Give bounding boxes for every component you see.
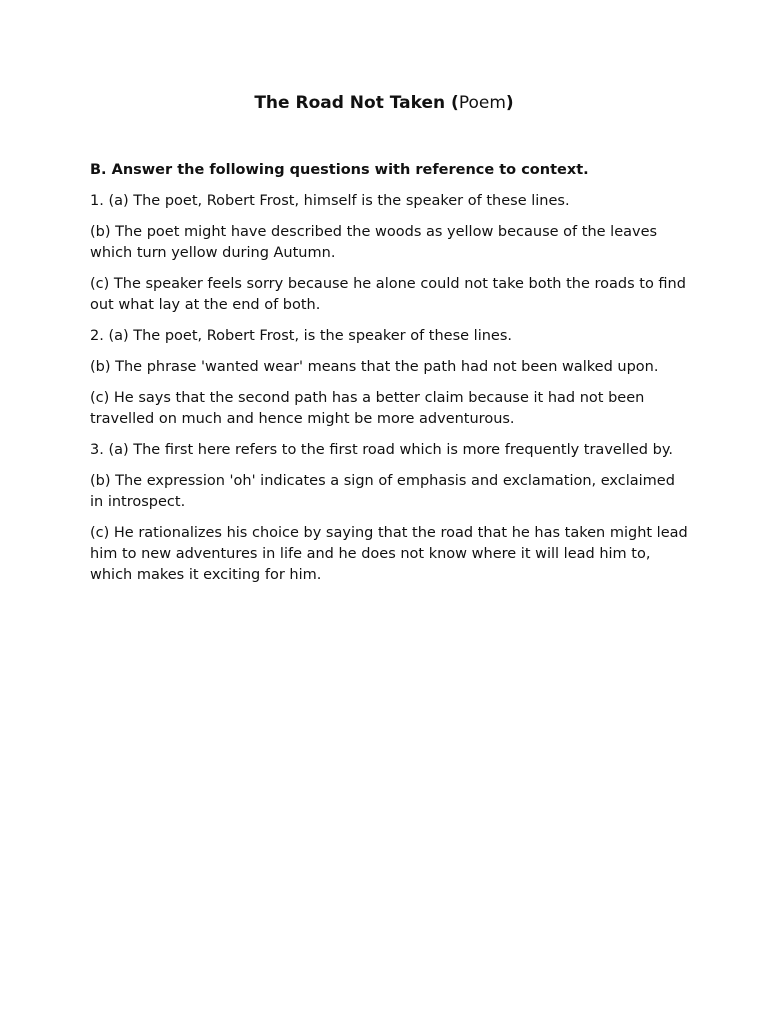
title-main: The Road Not Taken ( <box>254 93 459 113</box>
answer-3c: (c) He rationalizes his choice by saying that the road that he has taken might lead him to new adventures in life and he does not know where it will lead him to, which makes it exciting for him. <box>90 525 688 583</box>
answer-1c: (c) The speaker feels sorry because he alone could not take both the roads to find out what lay at the end of both. <box>90 276 686 313</box>
section-heading: B. Answer the following questions with reference to context. <box>90 162 589 178</box>
answer-1b: (b) The poet might have described the woods as yellow because of the leaves which turn yellow during Autumn. <box>90 224 658 261</box>
answer-2b: (b) The phrase 'wanted wear' means that the path had not been walked upon. <box>90 359 659 375</box>
answer-2a: 2. (a) The poet, Robert Frost, is the speaker of these lines. <box>90 328 512 344</box>
answer-3b: (b) The expression 'oh' indicates a sign of emphasis and exclamation, exclaimed in introspect. <box>90 473 675 510</box>
title-close: ) <box>505 93 514 113</box>
answer-3a: 3. (a) The first here refers to the first road which is more frequently travelled by. <box>90 442 673 458</box>
answer-1a: 1. (a) The poet, Robert Frost, himself is the speaker of these lines. <box>90 193 570 209</box>
title-sub: Poem <box>458 93 506 113</box>
answer-2c: (c) He says that the second path has a better claim because it had not been travelled on much and hence might be more adventurous. <box>90 390 645 427</box>
page-title <box>0 92 768 114</box>
document-body <box>90 160 690 596</box>
